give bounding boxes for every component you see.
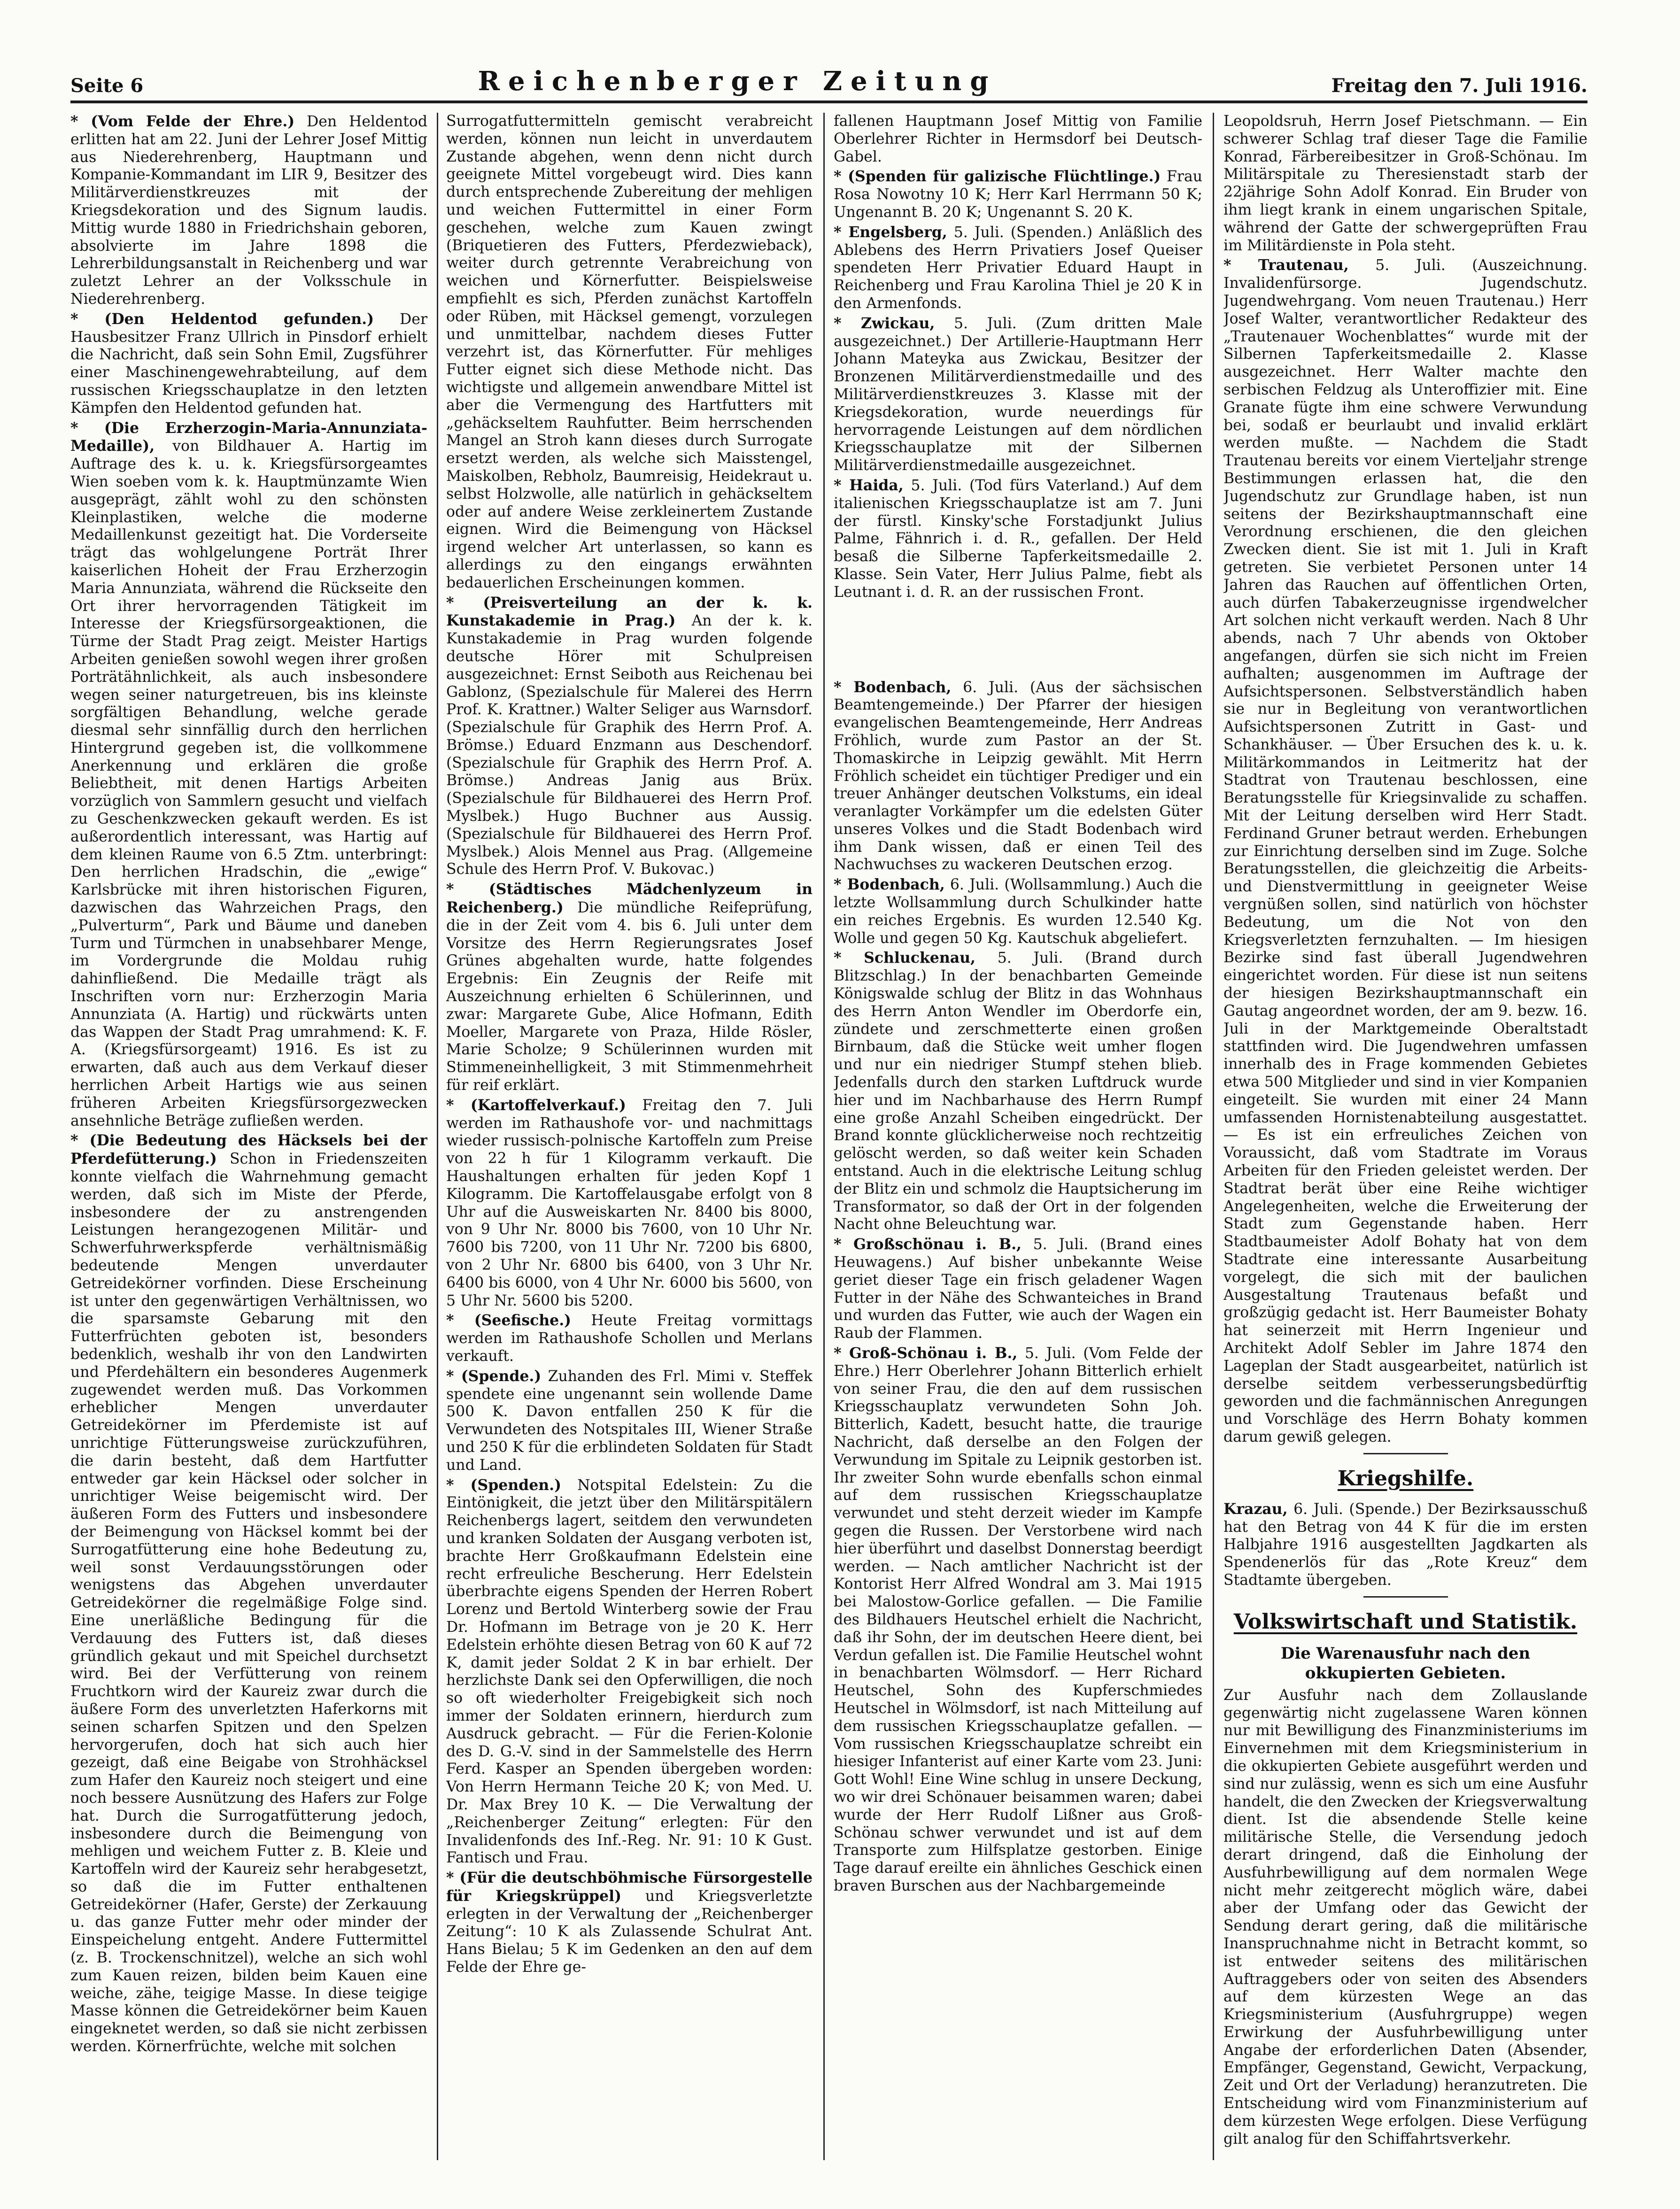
column-3-bottom <box>834 679 1202 1895</box>
article-lead: * (Die Bedeutung des Häcksels bei der Pferdefütterung.) <box>70 1132 427 1168</box>
article-paragraph <box>446 881 813 1095</box>
article-lead: * (Spenden.) <box>446 1476 562 1494</box>
article-text: Den Heldentod erlitten hat am 22. Juni der Lehrer Josef Mittig aus Niederehrenberg, Hauptmann und Kompanie-Kommandant im LIR 9, Besitzer des Militärverdienstkreuzes mit der Kriegsdekoration und des Signum laudis. Mittig wurde 1880 in Friedrichshain geboren, absolvierte im Jahre 1898 die Lehrerbildungsanstalt in Reichenberg und war zuletzt Lehrer an der Volksschule in Niederehrenberg. <box>70 113 427 308</box>
article-text: 5. Juli. (Tod fürs Vaterland.) Auf dem italienischen Kriegsschauplatze ist am 7. Juni der fürstl. Kinsky'sche Forstadjunkt Julius Palme, Fähnrich i. d. R., gefallen. Der Held besaß die Silberne Tapferkeitsmedaille 2. Klasse. Sein Vater, Herr Julius Palme, fiebt als Leutnant i. d. R. an der russischen Front. <box>834 477 1202 601</box>
article-paragraph <box>446 1312 813 1365</box>
article-paragraph <box>834 315 1202 475</box>
article-paragraph <box>70 1132 427 2055</box>
article-paragraph <box>834 477 1202 602</box>
article-text: Notspital Edelstein: Zu die Eintönigkeit, die jetzt über den Militärspitälern Reichenbergs lagert, seitdem den verwundeten und kranken Soldaten der Ausgang verboten ist, brachte Herr Großkaufmann Edelstein eine recht erfreuliche Bescherung. Herr Edelstein überbrachte eigens Spenden der Herren Robert Lorenz und Bertold Winterberg sowie der Frau Dr. Hofmann im Betrage von je 20 K. Herr Edelstein erhöhte diesen Betrag von 60 K auf 72 K, damit jeder Soldat 2 K in bar erhielt. Der herzlichste Dank sei den Opferwilligen, die noch so oft wiederholter Freigebigkeit sich noch immer der Soldaten erinnern, hierdurch zum Ausdruck gebracht. — Für die Ferien-Kolonie des D. G.-V. sind in der Sammelstelle des Herrn Ferd. Kasper an Spenden übergeben worden: Von Herrn Hermann Teiche 20 K; von Med. U. Dr. Max Brey 10 K. — Die Verwaltung der „Reichenberger Zeitung“ erlegten: Für den Invalidenfonds des Inf.-Reg. Nr. 91: 10 K Gust. Fantisch und Frau. <box>446 1476 813 1867</box>
article-paragraph <box>446 1476 813 1868</box>
article-text: 6. Juli. (Aus der sächsischen Beamtengemeinde.) Der Pfarrer der hiesigen evangelischen Beamtengemeinde, Herr Andreas Fröhlich, wurde zum Pastor an der St. Thomaskirche in Leipzig gewählt. Mit Herrn Fröhlich scheidet ein tüchtiger Prediger und ein treuer Anhänger deutschen Volkstums, ein ideal veranlagter Vorkämpfer um die edelsten Güter unseres Volkes und die Stadt Bodenbach wird ihm Dank wissen, daß er einen Teil des Nachwuchses zu wackeren Deutschen erzog. <box>834 679 1202 873</box>
article-paragraph <box>834 1236 1202 1343</box>
article-paragraph <box>834 113 1202 166</box>
article-paragraph <box>834 168 1202 221</box>
article-paragraph <box>1223 1687 1587 2148</box>
column-rule <box>437 113 438 2160</box>
article-paragraph <box>446 1097 813 1310</box>
article-text: 5. Juli. (Spenden.) Anläßlich des Ablebens des Herrn Privatiers Josef Queiser spendeten Herr Privatier Eduard Haupt in Reichenberg und Frau Karolina Thiel je 20 K in den Armenfonds. <box>834 224 1202 312</box>
volkswirtschaft-items <box>1223 1687 1587 2148</box>
column-2 <box>446 113 813 2160</box>
column-4-top <box>1223 113 1587 1446</box>
article-lead: * Schluckenau, <box>834 949 976 967</box>
article-text: Freitag den 7. Juli werden im Rathaushofe vor- und nachmittags wieder russisch-polnische Kartoffeln zum Preise von 22 h für 1 Kilogramm verkauft. Die Haushaltungen erhalten für jeden Kopf 1 Kilogramm. Die Kartoffelausgabe erfolgt von 8 Uhr auf die Ausweiskarten Nr. 8400 bis 8000, von 9 Uhr Nr. 8000 bis 7600, von 10 Uhr Nr. 7600 bis 7200, von 11 Uhr Nr. 7200 bis 6800, von 2 Uhr Nr. 6800 bis 6400, von 3 Uhr Nr. 6400 bis 6000, von 4 Uhr Nr. 6000 bis 5600, von 5 Uhr Nr. 5600 bis 5200. <box>446 1097 813 1309</box>
section-heading-volkswirtschaft: Volkswirtschaft und Statistik. <box>1233 1609 1578 1634</box>
article-text: von Bildhauer A. Hartig im Auftrage des k. u. k. Kriegsfürsorgeamtes Wien soeben vom k. k. Hauptmünzamte Wien ausgeprägt, zählt wohl zu den schönsten Kleinplastiken, welche die moderne Medaillenkunst gezeitigt hat. Die Vorderseite trägt das wohlgelungene Porträt Ihrer kaiserlichen Hoheit der Frau Erzherzogin Maria Annunziata, während die Rückseite den Ort ihrer hervorragenden Tätigkeit im Interesse der Kriegsfürsorgeaktionen, die Türme der Stadt Prag zeigt. Meister Hartigs Arbeiten genießen sowohl wegen ihrer großen Porträtähnlichkeit, als auch insbesondere wegen seiner naturgetreuen, bis ins kleinste sorgfältigen Behandlung, welche gerade diesmal sehr sinnfällig durch den herrlichen Hintergrund gegeben ist, die vollkommene Anerkennung und erklären die große Beliebtheit, mit denen Hartigs Arbeiten vorzüglich von Sammlern gesucht und vielfach zu Geschenkzwecken gekauft werden. Es ist außerordentlich interessant, was Hartig auf dem kleinen Raume von 6.5 Ztm. unterbringt: Den herrlichen Hradschin, die „ewige“ Karlsbrücke mit ihren historischen Figuren, dazwischen das Wahrzeichen Prags, den „Pulverturm“, Park und Bäume und daneben Turm und Türmchen in unabsehbarer Menge, im Vordergrunde die Moldau ruhig dahinfließend. Die Medaille trägt als Inschriften vorn nur: Erzherzogin Maria Annunziata (A. Hartig) und rückwärts unten das Wappen der Stadt Prag umrahmend: K. F. A. (Kriegsfürsorgeamt) 1916. Es ist zu erwarten, daß auch aus dem Verkauf dieser herrlichen Arbeit Hartigs wie aus seinen früheren Arbeiten Kriegsfürsorgezwecken ansehnliche Beträge zufließen werden. <box>70 438 427 1129</box>
column-1 <box>70 113 427 2160</box>
article-lead: * (Kartoffelverkauf.) <box>446 1096 626 1114</box>
column-3-top <box>834 113 1202 602</box>
article-text: Zuhanden des Frl. Mimi v. Steffek spendete eine ungenannt sein wollende Dame 500 K. Davon entfallen 250 K für die Verwundeten des Notspitales III, Wiener Straße und 250 K für die erblindeten Soldaten für Stadt und Land. <box>446 1367 813 1474</box>
article-text: 6. Juli. (Spende.) Der Bezirksausschuß hat den Betrag von 44 K für die im ersten Halbjahre 1916 ausgestellten Jagdkarten als Spendenerlös für das „Rote Kreuz“ dem Stadtamte übergeben. <box>1223 1500 1587 1589</box>
article-text: Leopoldsruh, Herrn Josef Pietschmann. — Ein schwerer Schlag traf dieser Tage die Familie Konrad, Färbereibesitzer in Groß-Schönau. Im Militärspitale zu Theresienstadt starb der 22jährige Sohn Adolf Konrad. Ein Bruder von ihm liegt krank in einem ungarischen Spitale, während der Gatte der schwergeprüften Frau im Militärdienste in Pola steht. <box>1223 113 1587 254</box>
article-paragraph <box>834 679 1202 874</box>
article-paragraph <box>834 876 1202 947</box>
article-lead: * Zwickau, <box>834 314 935 332</box>
article-lead: * Haida, <box>834 476 904 494</box>
article-paragraph <box>1223 256 1587 1446</box>
article-text: Der Hausbesitzer Franz Ullrich in Pinsdorf erhielt die Nachricht, daß sein Sohn Emil, Zugsführer einer Maschinengewehrabteilung, auf dem russischen Kriegsschauplatze in den letzten Kämpfen den Heldentod gefunden hat. <box>70 310 427 417</box>
column-rule <box>823 113 825 2160</box>
article-lead: * Trautenau, <box>1223 256 1349 274</box>
article-paragraph <box>446 594 813 879</box>
article-text: Zur Ausfuhr nach dem Zollauslande gegenwärtig nicht zugelassene Waren können nur mit Bewilligung des Finanzministeriums im Einvernehmen mit dem Kriegsministerium in die okkupierten Gebiete ausgeführt werden und sind nur zulässig, wenn es sich um eine Ausfuhr handelt, die den Zwecken der Kriegsverwaltung dient. Ist die absendende Stelle keine militärische Stelle, die Versendung jedoch derart dringend, daß die Einholung der Ausfuhrbewilligung auf dem normalen Wege nicht mehr zeitgerecht möglich wäre, dabei aber der Umfang oder das Gewicht der Sendung derart gering, daß die militärische Inanspruchnahme nicht in Betracht kommt, so ist entweder seitens des militärischen Auftraggebers oder von seiten des Absenders auf dem kürzesten Wege an das Kriegsministerium (Ausfuhrgruppe) wegen Erwirkung der Ausfuhrbewilligung unter Angabe der erforderlichen Daten (Absender, Empfänger, Gegenstand, Gewicht, Verpackung, Zeit und Ort der Verladung) heranzutreten. Die Entscheidung wird vom Finanzministerium auf dem kürzesten Wege erfolgen. Diese Verfügung gilt analog für den Schiffahrtsverkehr. <box>1223 1686 1587 2147</box>
column-4 <box>1223 113 1587 2160</box>
article-text: 5. Juli. (Brand eines Heuwagens.) Auf bisher unbekannte Weise geriet dieser Tage ein frisch geladener Wagen Futter in der Nähe des Schwanteiches in Brand und wurden das Futter, wie auch der Wagen ein Raub der Flammen. <box>834 1236 1202 1342</box>
newspaper-page <box>70 61 1587 2165</box>
article-text: 5. Juli. (Vom Felde der Ehre.) Herr Oberlehrer Johann Bitterlich erhielt von seiner Frau, die den auf dem russischen Kriegsschauplatz verwundeten Sohn Joh. Bitterlich, Kadett, besucht hatte, die traurige Nachricht, daß derselbe an den Folgen der Verwundung im Spitale zu Leipnik gestorben ist. Ihr zweiter Sohn wurde ebenfalls schon einmal auf dem russischen Kriegsschauplatze verwundet und steht derzeit wieder im Kampfe gegen die Russen. Der Verstorbene wird nach hier überführt und daselbst Donnerstag beerdigt werden. — Nach amtlicher Nachricht ist der Kontorist Herr Alfred Wondral am 3. Mai 1915 bei Malostow-Gorlice gefallen. — Die Familie des Bildhauers Heutschel erhielt die Nachricht, daß ihr Sohn, der im deutschen Heere dient, bei Verdun gefallen ist. Die Familie Heutschel wohnt in benachbarten Wölmsdorf. — Herr Richard Heutschel, Sohn des Kupferschmiedes Heutschel in Wölmsdorf, ist nach Mitteilung auf dem russischen Kriegsschauplatze gefallen. — Vom russischen Kriegsschauplatze schreibt ein hiesiger Infanterist auf einer Karte vom 23. Juni: Gott Wohl! Eine Wine schlug in unsere Deckung, wo wir drei Schönauer beisammen waren; dabei wurde der Herr Rudolf Lißner aus Groß-Schönau schwer verwundet und ist auf dem Transporte zum Hilfsplatze gestorben. Einige Tage darauf ereilte ein ähnliches Geschick einen braven Burschen aus der Nachbargemeinde <box>834 1345 1202 1894</box>
columns <box>70 113 1587 2160</box>
article-lead: * (Die Erzherzogin-Maria-Annunziata-Medaille), <box>70 419 427 455</box>
article-lead: * Engelsberg, <box>834 223 947 241</box>
article-lead: Krazau, <box>1223 1500 1288 1518</box>
section-divider <box>1363 1596 1448 1598</box>
article-lead: * Groß-Schönau i. B., <box>834 1344 1018 1362</box>
issue-date: Freitag den 7. Juli 1916. <box>1331 75 1587 97</box>
article-text: Schon in Friedenszeiten konnte vielfach die Wahrnehmung gemacht werden, daß sich im Miste der Pferde, insbesondere der zu anstrengenden Leistungen herangezogenen Militär- und Schwerfuhrwerkspferde verhältnismäßig bedeutende Mengen unverdauter Getreidekörner vorfinden. Diese Erscheinung ist unter den gegenwärtigen Verhältnissen, wo die sparsamste Gebarung mit den Futterfrüchten geboten ist, besonders bedenklich, weshalb ihr von den Landwirten und Pferdehältern ein besonderes Augenmerk zugewendet werden muß. Das Vorkommen erheblicher Mengen unverdauter Getreidekörner im Pferdemiste ist auf unrichtige Fütterungsweise zurückzuführen, die darin besteht, daß dem Hartfutter entweder gar kein Häcksel oder solcher in unrichtiger Weise beigemischt wird. Der äußeren Form des Futters und insbesondere der Beimengung von Häcksel kommt bei der Surrogatfütterung eine hohe Bedeutung zu, weil sonst Verdauungsstörungen oder wenigstens das Abgehen unverdauter Getreidekörner die regelmäßige Folge sind. Eine unerläßliche Bedingung für die Verdauung des Futters ist, daß dieses gründlich gekaut und mit Speichel durchsetzt wird. Bei der Verfütterung von reinem Fruchtkorn wird der Kaureiz zwar durch die äußere Form des unverletzten Haferkorns mit seinen scharfen Spitzen und den Spelzen hervorgerufen, doch hat sich auch hier gezeigt, daß eine Beigabe von Strohhäcksel zum Hafer den Kaureiz noch steigert und eine noch bessere Ausnützung des Hafers zur Folge hat. Durch die Surrogatfütterung jedoch, insbesondere durch die Beimengung von mehligen und weichem Futter z. B. Kleie und Kartoffeln wird der Kaureiz sehr herabgesetzt, so daß die im Futter enthaltenen Getreidekörner (Hafer, Gerste) der Zerkauung u. das ganze Futter mehr oder minder der Einspeichelung entgeht. Andere Futtermittel (z. B. Trockenschnitzel), welche an sich wohl zum Kauen reizen, bilden beim Kauen eine weiche, zähe, teigige Masse. In diese teigige Masse können die Getreidekörner beim Kauen eingeknetet werden, so daß sie nicht zerbissen werden. Körnerfrüchte, welche mit solchen <box>70 1151 427 2055</box>
page-number: Seite 6 <box>70 75 144 97</box>
article-text: Surrogatfuttermitteln gemischt verabreicht werden, können nun leicht in unverdautem Zustande abgehen, wenn denn nicht durch geeignete Mittel vorgebeugt wird. Dies kann durch entsprechende Zubereitung der mehligen und weichen Futtermittel in einer Form geschehen, welche zum Kauen zwingt (Briquetieren des Futters, Pferdezwieback), weiter durch getrennte Verabreichung von weichen und Körnerfutter. Beispielsweise empfiehlt es sich, Pferden zunächst Kartoffeln oder Rüben, mit Häcksel gemengt, vorzulegen und unmittelbar, nachdem dieses Futter verzehrt ist, das Körnerfutter. Für mehliges Futter eignet sich diese Methode nicht. Das wichtigste und allgemein anwendbare Mittel ist aber die Vermengung des Hartfutters mit „gehäckseltem Rauhfutter. Beim herrschenden Mangel an Stroh kann dieses durch Surrogate ersetzt werden, als welche sich Maisstengel, Maiskolben, Rebholz, Baumreisig, Heidekraut u. selbst Holzwolle, alle natürlich in gehäckseltem oder auf andere Weise zerkleinertem Zustande eignen. Wird die Beimengung von Häcksel irgend welcher Art unterlassen, so kann es allerdings zu den eingangs erwähnten bedauerlichen Erscheinungen kommen. <box>446 113 813 591</box>
paper-title: Reichenberger Zeitung <box>478 66 997 97</box>
article-text: fallenen Hauptmann Josef Mittig von Familie Oberlehrer Richter in Hermsdorf bei Deutsch-Gabel. <box>834 113 1202 165</box>
article-lead: * Bodenbach, <box>834 678 952 696</box>
article-text: Frau Rosa Nowotny 10 K; Herr Karl Herrmann 50 K; Ungenannt B. 20 K; Ungenannt S. 20 K. <box>834 168 1202 221</box>
section-divider <box>1363 1453 1448 1454</box>
article-paragraph <box>1223 1500 1587 1590</box>
section-heading-kriegshilfe: Kriegshilfe. <box>1337 1466 1474 1491</box>
article-lead: * (Vom Felde der Ehre.) <box>70 113 295 130</box>
article-lead: * (Städtisches Mädchenlyzeum in Reichenberg.) <box>446 881 813 917</box>
article-paragraph <box>446 113 813 592</box>
article-lead: * Großschönau i. B., <box>834 1236 1022 1253</box>
article-paragraph <box>70 113 427 309</box>
article-text: Heute Freitag vormittags werden im Rathaushofe Schollen und Merlans verkauft. <box>446 1312 813 1365</box>
column-3 <box>834 113 1202 2160</box>
article-lead: * (Spenden für galizische Flüchtlinge.) <box>834 168 1161 185</box>
article-subheading: Die Warenausfuhr nach den okkupierten Gebieten. <box>1280 1644 1531 1683</box>
article-lead: * (Seefische.) <box>446 1312 572 1329</box>
article-paragraph <box>446 1367 813 1475</box>
article-text: 5. Juli. (Auszeichnung. Invalidenfürsorge. Jugendschutz. Jugendwehrgang. Vom neuen Trautenau.) Herr Josef Walter, verantwortlicher Redakteur des „Trautenauer Wochenblattes“ wurde mit der Silbernen Tapferkeitsmedaille 2. Klasse ausgezeichnet. Herr Walter machte den serbischen Feldzug als Unteroffizier mit. Eine Granate fügte ihm eine schwere Verwundung bei, sodaß er beurlaubt und invalid erklärt werden mußte. — Nachdem die Stadt Trautenau bereits vor einem Vierteljahr strenge Bestimmungen erlassen hat, die den Jugendschutz zur Grundlage haben, ist nun seitens der Bezirkshauptmannschaft eine Verordnung erschienen, die den gleichen Zwecken dient. Sie ist mit 1. Juli in Kraft getreten. Sie verbietet Personen unter 14 Jahren das Rauchen auf öffentlichen Orten, auch dürfen Tabakerzeugnisse irgendwelcher Art solchen nicht verkauft werden. Nach 8 Uhr abends, nach 7 Uhr abends von Oktober angefangen, dürfen sie sich nicht im Freien aufhalten; ausgenommen im Auftrage der Aufsichtspersonen. Selbstverständlich haben sie nur in Begleitung von verantwortlichen Aufsichtspersonen Zutritt in Gast- und Schankhäuser. — Über Ersuchen des k. u. k. Militärkommandos in Leitmeritz hat der Stadtrat von Trautenau beschlossen, eine Beratungsstelle für Kriegsinvalide zu schaffen. Mit der Leitung derselben wird Herr Stadt. Ferdinand Gruner betraut werden. Erhebungen zur Einrichtung derselben sind im Zuge. Solche Beratungsstellen, die gleichzeitig die Arbeits- und Dienstvermittlung in geeigneter Weise vergnüßen sollen, sind natürlich von höchster Bedeutung, um die Not von den Kriegsverletzten fernzuhalten. — Im hiesigen Bezirke sind fast überall Jugendwehren eingerichtet worden. Für diese ist nun seitens der hiesigen Bezirkshauptmannschaft ein Gautag angeordnet worden, der am 9. bezw. 16. Juli in der Marktgemeinde Oberaltstadt stattfinden wird. Die Jugendwehren umfassen innerhalb des in Frage kommenden Gebietes etwa 500 Mitglieder und sind in vier Kompanien eingeteilt. Sie wurden mit einer 24 Mann umfassenden Hornistenabteilung ausgestattet. — Es ist ein erfreuliches Zeichen von Voraussicht, daß vom Stadtrate im Voraus Arbeiten für den Frieden geleistet werden. Der Stadtrat berät über eine Reihe wichtiger Angelegenheiten, welche die Erweiterung der Stadt zum Gegenstande haben. Herr Stadtbaumeister Adolf Bohaty hat von dem Stadtrate eine interessante Ausarbeitung vorgelegt, die sich mit der baulichen Ausgestaltung Trautenaus befaßt und großzügig gedacht ist. Herr Baumeister Bohaty hat seinerzeit mit Herrn Ingenieur und Architekt Adolf Sebler im Jahre 1874 den Lageplan der Stadt ausgearbeitet, natürlich ist derselbe seitdem verbesserungsbedürftig geworden und die fachmännischen Anregungen und Vorschläge des Herrn Bohaty kommen darum gewiß gelegen. <box>1223 257 1587 1445</box>
article-lead: * Bodenbach, <box>834 876 945 894</box>
article-text: und Kriegsverletzte erlegten in der Verwaltung der „Reichenberger Zeitung“: 10 K als Zulassende Schulrat Ant. Hans Bielau; 5 K im Gedenken an den auf dem Felde der Ehre ge- <box>446 1887 813 1976</box>
article-text: 5. Juli. (Brand durch Blitzschlag.) In der benachbarten Gemeinde Königswalde schlug der Blitz in das Wohnhaus des Herrn Anton Wendler im Oberdorfe ein, zündete und zerschmetterte einen großen Birnbaum, daß die Stücke weit umher flogen und nur ein niedriger Stumpf stehen blieb. Jedenfalls durch den starken Luftdruck wurde hier und im Nachbarhause des Herrn Rumpf eine große Anzahl Scheiben eingedrückt. Der Brand konnte glücklicherweise noch rechtzeitig gelöscht werden, so daß weiter kein Schaden entstand. Auch in die elektrische Leitung schlug der Blitz ein und schmolz die Hauptsicherung im Transformator, so daß der Ort in der folgenden Nacht ohne Beleuchtung war. <box>834 950 1202 1233</box>
article-paragraph <box>70 419 427 1130</box>
article-lead: * (Für die deutschböhmische Fürsorgestelle für Kriegskrüppel) <box>446 1869 813 1905</box>
masthead <box>70 61 1587 103</box>
article-text: 6. Juli. (Wollsammlung.) Auch die letzte Wollsammlung durch Schulkinder hatte ein reiches Ergebnis. Es wurden 12.540 Kg. Wolle und gegen 50 Kg. Kautschuk abgeliefert. <box>834 876 1202 947</box>
article-paragraph <box>834 949 1202 1234</box>
column-rule <box>1213 113 1214 2160</box>
article-lead: * (Preisverteilung an der k. k. Kunstakademie in Prag.) <box>446 594 813 630</box>
article-lead: * (Den Heldentod gefunden.) <box>70 310 374 328</box>
article-paragraph <box>1223 113 1587 255</box>
article-paragraph <box>70 310 427 417</box>
article-paragraph <box>834 1344 1202 1895</box>
article-lead: * (Spende.) <box>446 1367 542 1385</box>
article-paragraph <box>446 1869 813 1977</box>
article-text: Die mündliche Reifeprüfung, die in der Zeit vom 4. bis 6. Juli unter dem Vorsitze des Herrn Regierungsrates Josef Grünes abgehalten wurde, hatte folgendes Ergebnis: Ein Zeugnis der Reife mit Auszeichnung erhielten 6 Schülerinnen, und zwar: Margarete Gube, Alice Hofmann, Edith Moeller, Margarete von Praza, Hilde Rösler, Marie Scholze; 9 Schülerinnen wurden mit Stimmeneinhelligkeit, 3 mit Stimmenmehrheit für reif erklärt. <box>446 899 813 1094</box>
article-paragraph <box>834 224 1202 313</box>
column-gap <box>834 603 1202 679</box>
kriegshilfe-items <box>1223 1500 1587 1590</box>
article-text: 5. Juli. (Zum dritten Male ausgezeichnet.) Der Artillerie-Hauptmann Herr Johann Mateyka aus Zwickau, Besitzer der Bronzenen Militärverdienstmedaille und des Militärverdienstkreuzes 3. Klasse mit der Kriegsdekoration, wurde neuerdings für hervorragende Leistungen auf dem nördlichen Kriegsschauplatze mit der Silbernen Militärverdienstmedaille ausgezeichnet. <box>834 315 1202 474</box>
article-text: An der k. k. Kunstakademie in Prag wurden folgende deutsche Hörer mit Schulpreisen ausgezeichnet: Ernst Seiboth aus Reichenau bei Gablonz, (Spezialschule für Malerei des Herrn Prof. K. Krattner.) Walter Seliger aus Warnsdorf. (Spezialschule für Graphik des Herrn Prof. A. Brömse.) Eduard Enzmann aus Deschendorf. (Spezialschule für Graphik des Herrn Prof. A. Brömse.) Andreas Janig aus Brüx. (Spezialschule für Bildhauerei des Herrn Prof. Myslbek.) Hugo Buchner aus Aussig. (Spezialschule für Bildhauerei des Herrn Prof. Myslbek.) Alois Mennel aus Prag. (Allgemeine Schule des Herrn Prof. V. Bukovac.) <box>446 612 813 878</box>
